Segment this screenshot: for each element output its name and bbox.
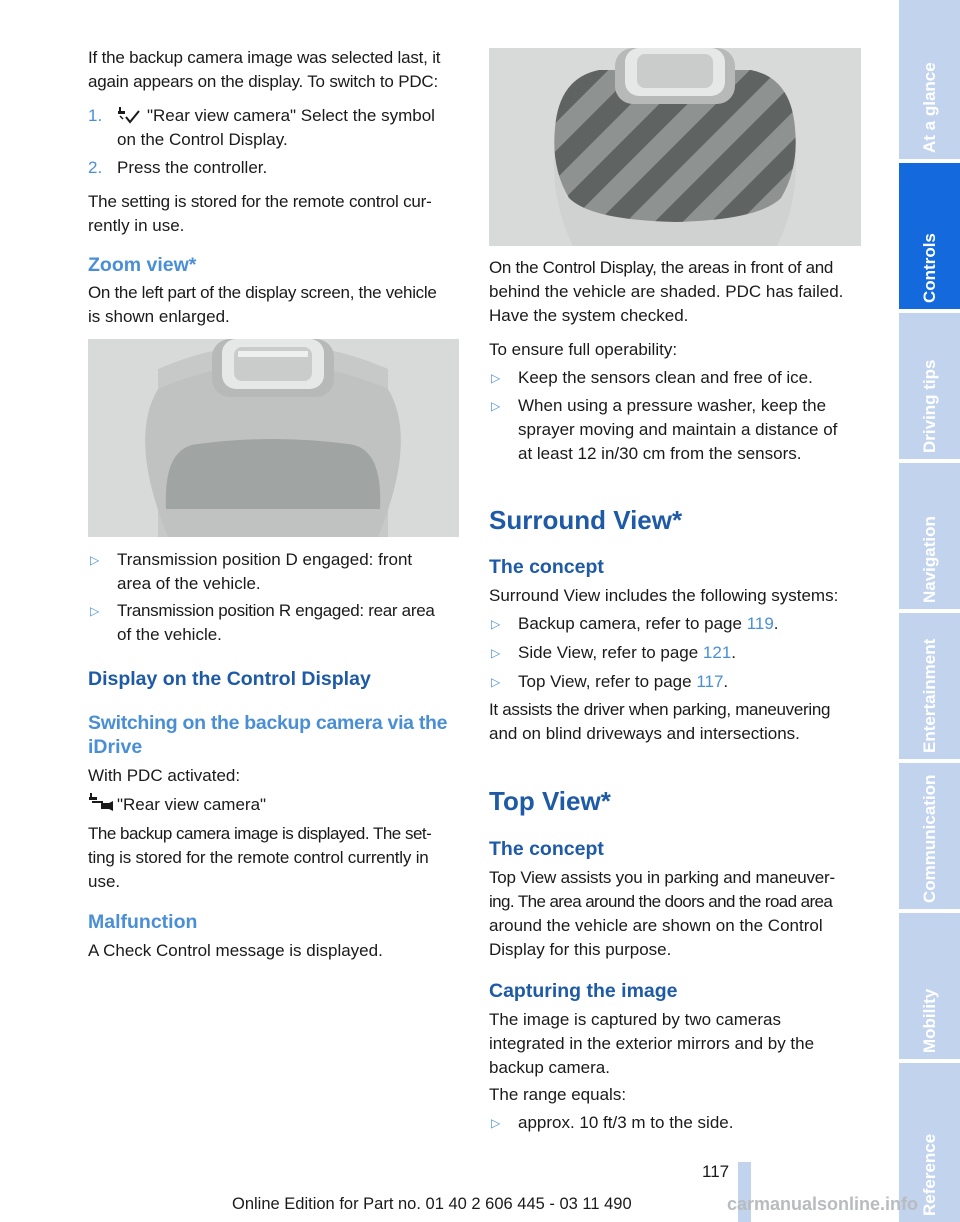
bullet-line: Keep the sensors clean and free of ice.: [518, 368, 813, 387]
switching-heading-line-1: Switching on the backup camera via the: [88, 712, 448, 734]
tab-controls[interactable]: [899, 163, 960, 309]
surround-intro: Surround View includes the following systems:: [489, 586, 839, 605]
capturing-text-line-3: backup camera.: [489, 1058, 610, 1077]
setting-stored-line-1: The setting is stored for the remote control cur-: [88, 192, 432, 211]
bullet-triangle-icon: ▷: [90, 553, 100, 567]
bullet-line: Side View, refer to page 121.: [518, 643, 737, 662]
topview-text-line-1: Top View assists you in parking and maneuver-: [489, 868, 835, 887]
step-2: [88, 156, 461, 180]
list-item: [489, 641, 861, 665]
tab-label: Reference: [919, 1133, 939, 1216]
bullet-line: approx. 10 ft/3 m to the side.: [518, 1113, 734, 1132]
list-item: [489, 394, 861, 466]
list-item: [88, 548, 461, 598]
bullet-triangle-icon: ▷: [491, 399, 501, 413]
topview-text-line-4: Display for this purpose.: [489, 940, 672, 959]
rear-view-camera-label: "Rear view camera": [117, 795, 267, 814]
bullet-triangle-icon: ▷: [491, 371, 501, 385]
step-number: 1.: [88, 106, 103, 125]
step-number: 2.: [88, 158, 103, 177]
list-item: [489, 366, 861, 390]
tab-at-a-glance[interactable]: [899, 0, 960, 159]
bullet-line: area of the vehicle.: [117, 574, 261, 593]
tab-label: Navigation: [919, 516, 939, 603]
pdc-failed-illustration: [489, 48, 861, 246]
ensure-text: To ensure full operability:: [489, 340, 678, 359]
backup-text-line-1: The backup camera image is displayed. The set-: [88, 824, 432, 843]
bullet-line: at least 12 in/30 cm from the sensors.: [518, 444, 802, 463]
tab-label: Entertainment: [919, 638, 939, 753]
concept-heading: The concept: [489, 556, 604, 578]
setting-stored-line-2: rently in use.: [88, 216, 185, 235]
pdc-activated-text: With PDC activated:: [88, 766, 241, 785]
intro-line-2: again appears on the display. To switch to PDC:: [88, 72, 439, 91]
list-item: [489, 1111, 861, 1135]
step-1-line-2: on the Control Display.: [117, 130, 288, 149]
page-link-119[interactable]: 119: [746, 614, 774, 633]
shaded-text-line-3: Have the system checked.: [489, 306, 689, 325]
surround-view-heading: Surround View*: [489, 505, 683, 535]
tab-label: Mobility: [919, 988, 939, 1053]
bullet-triangle-icon: ▷: [491, 1116, 501, 1130]
bullet-line: of the vehicle.: [117, 625, 222, 644]
topview-text-line-2: ing. The area around the doors and the road area: [489, 892, 833, 911]
range-text: The range equals:: [489, 1085, 627, 1104]
step-1: [88, 104, 461, 154]
bullet-line: Transmission position R engaged: rear area: [117, 601, 435, 620]
bullet-triangle-icon: ▷: [491, 617, 501, 631]
zoom-view-illustration: [88, 339, 459, 537]
tab-label: Controls: [919, 233, 939, 303]
capturing-heading: Capturing the image: [489, 980, 678, 1002]
tab-entertainment[interactable]: [899, 613, 960, 759]
bullet-triangle-icon: ▷: [491, 646, 501, 660]
topview-text-line-3: around the vehicle are shown on the Control: [489, 916, 823, 935]
top-view-heading: Top View*: [489, 786, 611, 816]
tab-driving-tips[interactable]: [899, 313, 960, 459]
step-2-line-1: Press the controller.: [117, 158, 268, 177]
watermark: carmanualsonline.info: [727, 1194, 919, 1214]
capturing-text-line-2: integrated in the exterior mirrors and by the: [489, 1034, 815, 1053]
zoom-text-line-1: On the left part of the display screen, the vehicle: [88, 283, 437, 302]
rear-view-camera-icon: [88, 792, 114, 814]
zoom-text-line-2: is shown enlarged.: [88, 307, 230, 326]
backup-text-line-3: use.: [88, 872, 121, 891]
list-item: [489, 670, 861, 694]
list-item: [489, 612, 861, 636]
zoom-view-heading: Zoom view*: [88, 254, 197, 276]
tab-label: Communication: [919, 774, 939, 903]
malfunction-heading: Malfunction: [88, 911, 198, 933]
intro-line-1: If the backup camera image was selected last, it: [88, 48, 441, 67]
bullet-line: sprayer moving and maintain a distance of: [518, 420, 838, 439]
page-link-121[interactable]: 121: [702, 643, 732, 662]
display-heading: Display on the Control Display: [88, 668, 371, 690]
tab-communication[interactable]: [899, 763, 960, 909]
step-1-line-1: "Rear view camera" Select the symbol: [147, 106, 435, 125]
bullet-triangle-icon: ▷: [491, 675, 501, 689]
surround-assist-line-2: and on blind driveways and intersections.: [489, 724, 800, 743]
bullet-line: Top View, refer to page 117.: [518, 672, 729, 691]
bullet-line: Transmission position D engaged: front: [117, 550, 413, 569]
bullet-triangle-icon: ▷: [90, 604, 100, 618]
surround-assist-line-1: It assists the driver when parking, maneuvering: [489, 700, 831, 719]
list-item: [88, 599, 461, 649]
rear-camera-symbol-icon: [117, 106, 143, 126]
backup-text-line-2: ting is stored for the remote control currently in: [88, 848, 429, 867]
capturing-text-line-1: The image is captured by two cameras: [489, 1010, 781, 1029]
shaded-text-line-2: behind the vehicle are shaded. PDC has failed.: [489, 282, 844, 301]
malfunction-text: A Check Control message is displayed.: [88, 941, 383, 960]
bullet-line: When using a pressure washer, keep the: [518, 396, 827, 415]
edition-text: Online Edition for Part no. 01 40 2 606 445 - 03 11 490: [232, 1195, 632, 1213]
page-link-117[interactable]: 117: [696, 672, 724, 691]
switching-heading-line-2: iDrive: [88, 736, 143, 758]
chapter-sidebar: [899, 0, 960, 1222]
tab-label: At a glance: [919, 62, 939, 153]
page-number: 117: [702, 1162, 730, 1181]
bullet-line: Backup camera, refer to page 119.: [518, 614, 779, 633]
concept-heading-2: The concept: [489, 838, 604, 860]
shaded-text-line-1: On the Control Display, the areas in front of and: [489, 258, 834, 277]
tab-label: Driving tips: [919, 359, 939, 453]
tab-mobility[interactable]: [899, 913, 960, 1059]
tab-navigation[interactable]: [899, 463, 960, 609]
